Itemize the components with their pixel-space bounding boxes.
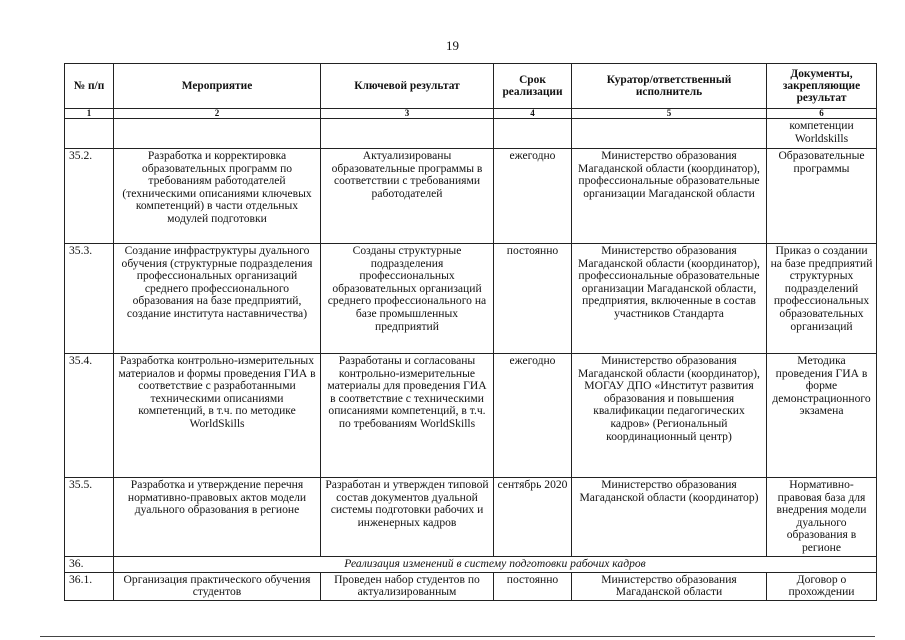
section-title: Реализация изменений в систему подготовки рабочих кадров — [114, 557, 877, 573]
header-event: Мероприятие — [114, 64, 321, 109]
column-number: 6 — [767, 109, 877, 119]
row-num: 35.3. — [65, 244, 114, 354]
row-num — [65, 119, 114, 149]
column-number: 2 — [114, 109, 321, 119]
table-row — [65, 119, 877, 149]
row-result: Созданы структурные подразделения профессиональных образовательных организаций среднего профессионального на базе промышленных предприятий — [321, 244, 494, 354]
row-num: 36.1. — [65, 572, 114, 600]
row-result: Проведен набор студентов по актуализированным — [321, 572, 494, 600]
column-number-row — [65, 109, 877, 119]
column-number: 5 — [572, 109, 767, 119]
row-event: Разработка и утверждение перечня нормативно-правовых актов модели дуального образования в регионе — [114, 478, 321, 557]
row-curator: Министерство образования Магаданской области (координатор) — [572, 478, 767, 557]
row-term: постоянно — [494, 572, 572, 600]
row-result — [321, 119, 494, 149]
table-row — [65, 244, 877, 354]
row-term: ежегодно — [494, 354, 572, 478]
row-curator: Министерство образования Магаданской области (координатор), профессиональные образовательные организации Магаданской области — [572, 149, 767, 244]
section-row — [65, 557, 877, 573]
row-term: сентябрь 2020 — [494, 478, 572, 557]
table-row — [65, 572, 877, 600]
column-number: 1 — [65, 109, 114, 119]
row-docs: Образовательные программы — [767, 149, 877, 244]
measures-table — [64, 63, 877, 601]
row-docs: Нормативно-правовая база для внедрения модели дуального образования в регионе — [767, 478, 877, 557]
header-docs: Документы, закрепляющие результат — [767, 64, 877, 109]
row-docs: Методика проведения ГИА в форме демонстрационного экзамена — [767, 354, 877, 478]
row-num: 35.2. — [65, 149, 114, 244]
page-number: 19 — [446, 38, 459, 53]
row-event — [114, 119, 321, 149]
row-docs: Договор о прохождении — [767, 572, 877, 600]
row-result: Разработан и утвержден типовой состав документов дуальной системы подготовки рабочих и инженерных кадров — [321, 478, 494, 557]
header-result: Ключевой результат — [321, 64, 494, 109]
row-event: Разработка и корректировка образовательных программ по требованиям работодателей (техническими описаниями ключевых компетенций) в части отдельных модулей подготовки — [114, 149, 321, 244]
row-event: Создание инфраструктуры дуального обучения (структурные подразделения профессиональных организаций среднего профессионального образования на базе предприятий, создание института наставничества) — [114, 244, 321, 354]
row-docs: компетенции Worldskills — [767, 119, 877, 149]
column-number: 4 — [494, 109, 572, 119]
section-num: 36. — [65, 557, 114, 573]
row-event: Организация практического обучения студентов — [114, 572, 321, 600]
header-term: Срок реализации — [494, 64, 572, 109]
column-number: 3 — [321, 109, 494, 119]
header-curator: Куратор/ответственный исполнитель — [572, 64, 767, 109]
row-term: ежегодно — [494, 149, 572, 244]
row-docs: Приказ о создании на базе предприятий структурных подразделений профессиональных образовательных организаций — [767, 244, 877, 354]
table-row — [65, 149, 877, 244]
row-result: Разработаны и согласованы контрольно-измерительные материалы для проведения ГИА в соответствие с техническими описаниями компетенций, в т.ч. по требованиям WorldSkills — [321, 354, 494, 478]
table-row — [65, 478, 877, 557]
bottom-rule — [40, 636, 875, 637]
row-curator — [572, 119, 767, 149]
row-term: постоянно — [494, 244, 572, 354]
row-curator: Министерство образования Магаданской области — [572, 572, 767, 600]
row-event: Разработка контрольно-измерительных материалов и формы проведения ГИА в соответствие с разработанными техническими описаниями компетенций, в т.ч. по методике WorldSkills — [114, 354, 321, 478]
row-result: Актуализированы образовательные программы в соответствии с требованиями работодателей — [321, 149, 494, 244]
row-num: 35.4. — [65, 354, 114, 478]
row-term — [494, 119, 572, 149]
row-num: 35.5. — [65, 478, 114, 557]
header-num: № п/п — [65, 64, 114, 109]
header-row — [65, 64, 877, 109]
table-row — [65, 354, 877, 478]
row-curator: Министерство образования Магаданской области (координатор), профессиональные образовательные организации Магаданской области, предприятия, включенные в состав участников Стандарта — [572, 244, 767, 354]
row-curator: Министерство образования Магаданской области (координатор), МОГАУ ДПО «Институт развития образования и повышения квалификации педагогических кадров» (Региональный координационный центр) — [572, 354, 767, 478]
